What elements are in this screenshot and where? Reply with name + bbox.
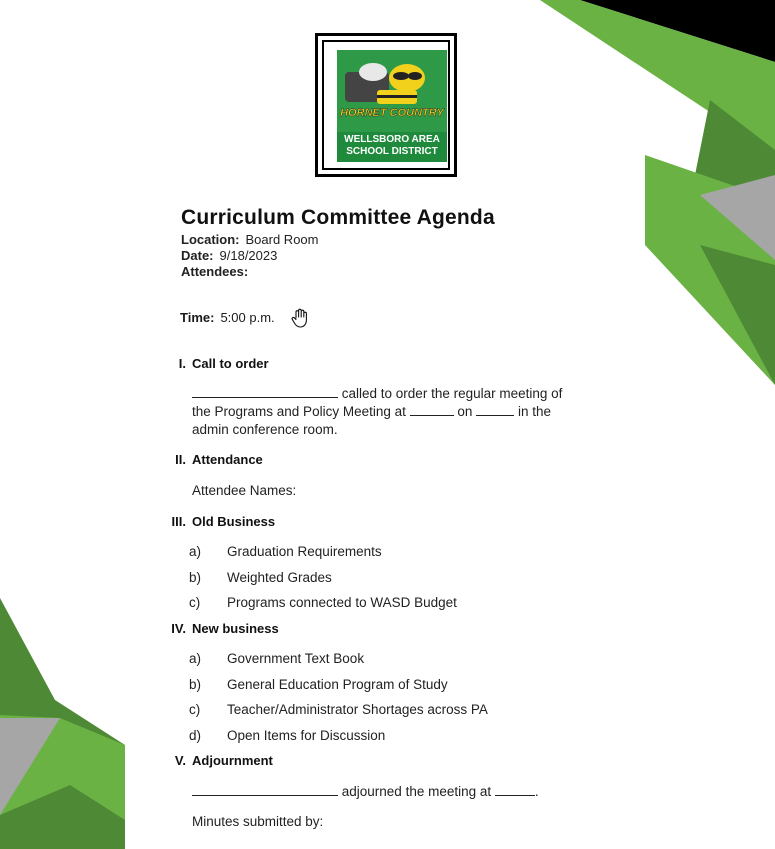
location-value: Board Room [245,232,319,247]
date-row [181,248,277,264]
page-title: Curriculum Committee Agenda [181,206,495,229]
document-page: HORNET COUNTRY WELLSBORO AREA SCHOOL DISTRICT Curriculum Committee Agenda Location: Board Room Date: 9/18/2023 Attendees: Time: 5:00 p.m. I. Call to order called to order the regular meeting of the Programs and Policy Meeting at on in the admin conference room. II. Attendance Attendee Names: III. Old Business a) Graduation Requirements b) Weighted Grades c) Programs connected to WASD Budget IV. New business a) Government Text Book b) General Education Program of Study c) Teacher/Administrator Shortages across PA d) Open Items for Discussion V. Adjournment adjourned the meeting at . Minutes submitted by: [0,0,775,849]
section-number: II. [175,452,186,467]
section-number: I. [178,356,186,371]
date-blank[interactable] [476,403,514,416]
date-value: 9/18/2023 [219,248,278,263]
section-number: V. [174,753,186,768]
section-heading: New business [192,621,279,636]
date-label: Date: [181,248,214,263]
section-heading: Attendance [192,452,263,467]
section-number: IV. [171,621,186,636]
location-label: Location: [181,232,240,247]
section-heading: Old Business [192,514,276,529]
svg-text:HORNET COUNTRY: HORNET COUNTRY [340,107,444,119]
adjourn-name-blank[interactable] [192,783,338,796]
call-to-order-line3: admin conference room. [192,422,338,437]
hand-grab-icon [288,306,312,330]
attendees-row [181,264,254,280]
call-to-order-line1: called to order the regular meeting of [192,385,562,403]
time-label: Time: [180,310,215,325]
hornet-logo-image [337,50,447,162]
time-row [180,310,275,325]
section-number: III. [171,514,186,529]
svg-text:WELLSBORO AREA: WELLSBORO AREA [344,134,440,145]
location-row [181,232,318,248]
district-logo [315,33,457,177]
adjournment-line: adjourned the meeting at . [192,783,539,801]
call-to-order-line2: the Programs and Policy Meeting at on in the [192,404,551,419]
name-blank[interactable] [192,385,338,398]
minutes-submitted: Minutes submitted by: [192,814,324,829]
attendee-names: Attendee Names: [192,483,297,498]
section-heading: Adjournment [192,753,273,768]
section-heading: Call to order [192,356,269,371]
attendees-label: Attendees: [181,264,249,279]
adjourn-time-blank[interactable] [495,783,535,796]
time-blank[interactable] [410,403,454,416]
svg-text:SCHOOL DISTRICT: SCHOOL DISTRICT [346,146,438,157]
time-value: 5:00 p.m. [220,310,275,325]
